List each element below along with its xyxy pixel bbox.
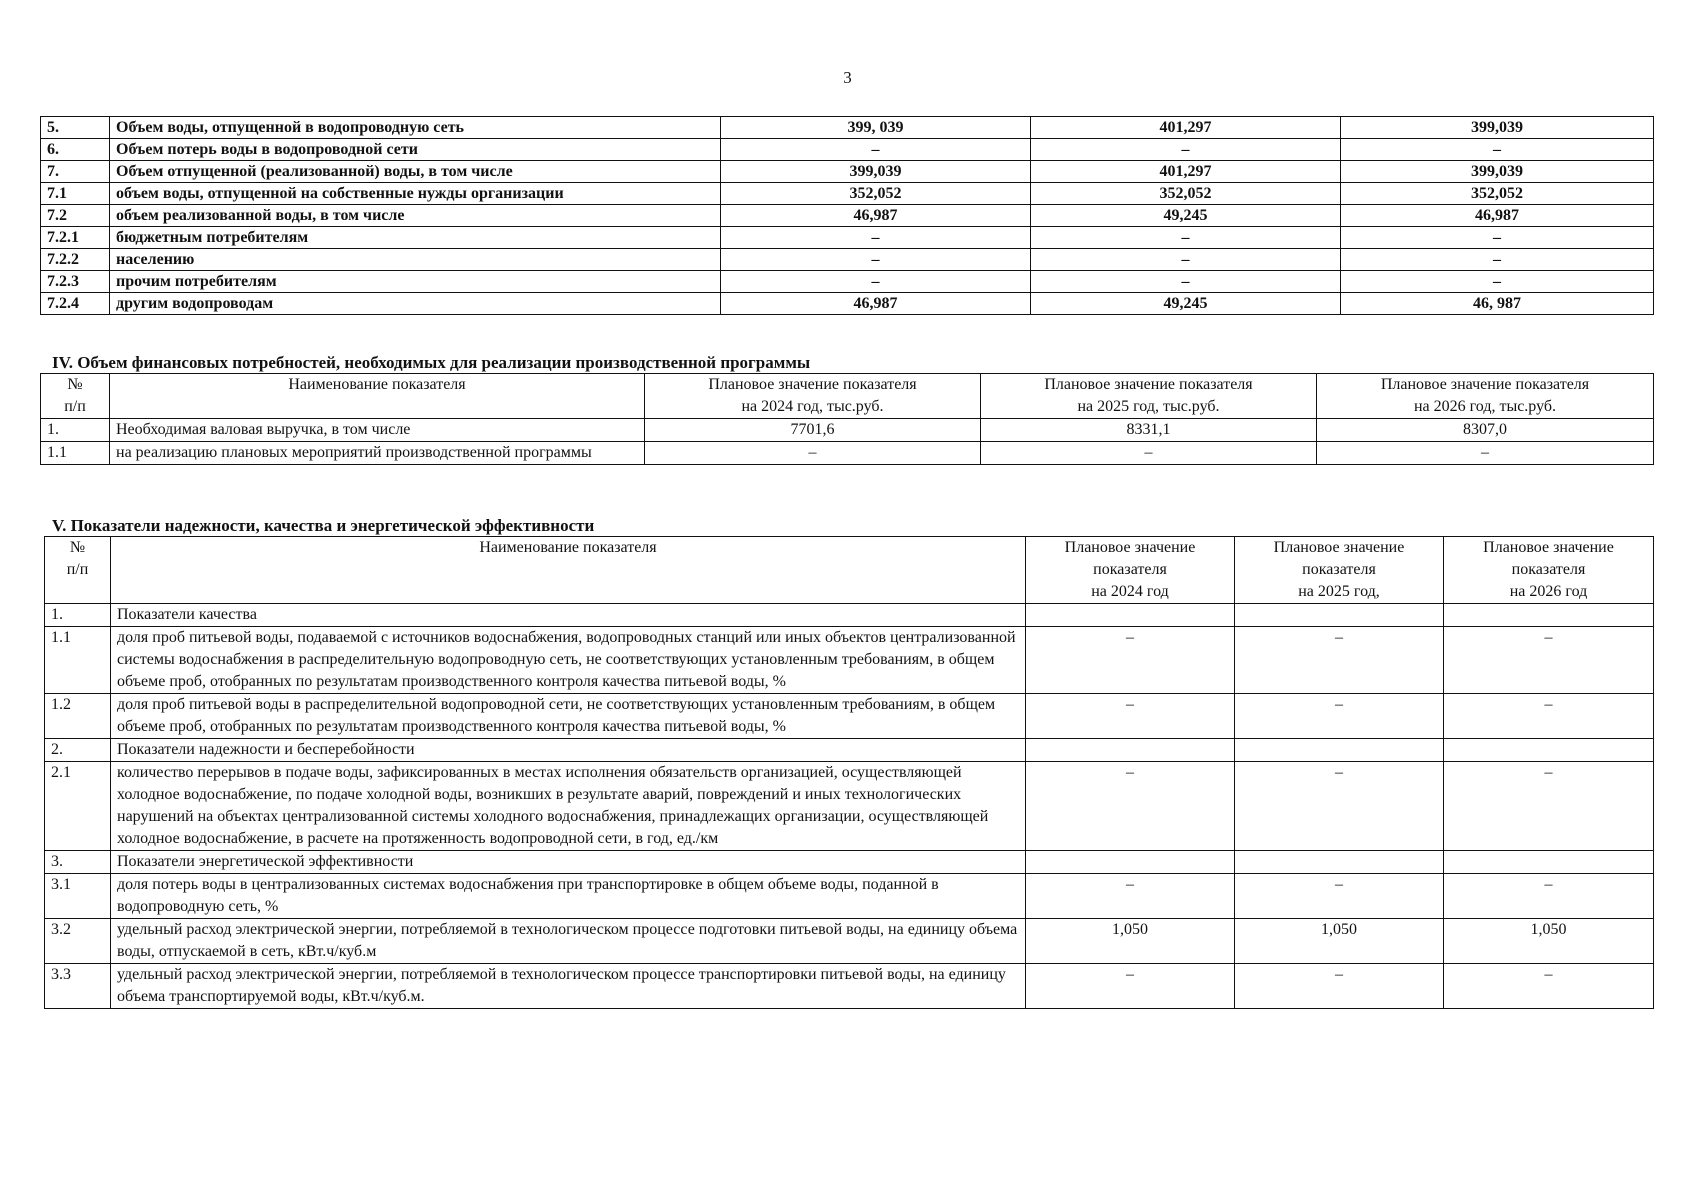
value-2026: 46, 987 — [1341, 293, 1654, 315]
value-2025: 8331,1 — [981, 419, 1317, 442]
value-2026: – — [1444, 694, 1654, 739]
value-2025: 401,297 — [1031, 161, 1341, 183]
table-row — [41, 419, 1654, 442]
value-2025: – — [1031, 227, 1341, 249]
table-row — [45, 851, 1654, 874]
value-2026: – — [1341, 227, 1654, 249]
value-2025: – — [981, 442, 1317, 465]
value-2024: – — [1026, 762, 1235, 851]
row-number: 3.3 — [45, 964, 111, 1009]
row-number: 1.2 — [45, 694, 111, 739]
row-name: объем воды, отпущенной на собственные нужды организации — [110, 183, 721, 205]
value-2024: – — [1026, 694, 1235, 739]
value-2026 — [1444, 739, 1654, 762]
table-row — [41, 117, 1654, 139]
name-header: Наименование показателя — [111, 537, 1026, 604]
value-2025: – — [1031, 249, 1341, 271]
value-2024: – — [721, 271, 1031, 293]
row-number: 1. — [41, 419, 110, 442]
table-row — [41, 271, 1654, 293]
row-name: Объем воды, отпущенной в водопроводную сеть — [110, 117, 721, 139]
value-2025 — [1235, 739, 1444, 762]
table-row — [45, 604, 1654, 627]
row-number: 3.2 — [45, 919, 111, 964]
row-number: 3.1 — [45, 874, 111, 919]
row-name: количество перерывов в подаче воды, зафиксированных в местах исполнения обязательств организацией, осуществляющей холодное водоснабжение, по подаче холодной воды, возникших в результате аварий, повреждений и иных технологических нарушений на объектах централизованной системы холодного водоснабжения, принадлежащих организации, осуществляющей холодное водоснабжение, в расчете на протяженность водопроводной сети, в год, ед./км — [111, 762, 1026, 851]
water-volume-table-body — [41, 117, 1654, 315]
row-name: доля потерь воды в централизованных системах водоснабжения при транспортировке в общем объеме воды, поданной в водопроводную сеть, % — [111, 874, 1026, 919]
name-header: Наименование показателя — [110, 374, 645, 419]
row-name: Показатели энергетической эффективности — [111, 851, 1026, 874]
table-row — [45, 627, 1654, 694]
value-2026: – — [1444, 627, 1654, 694]
num-header: № п/п — [45, 537, 111, 604]
table-row — [41, 139, 1654, 161]
table-row — [41, 183, 1654, 205]
table-row — [45, 762, 1654, 851]
value-2025: – — [1031, 139, 1341, 161]
row-number: 6. — [41, 139, 110, 161]
value-2026: – — [1317, 442, 1654, 465]
value-2025: – — [1235, 694, 1444, 739]
value-2026: – — [1444, 762, 1654, 851]
row-name: объем реализованной воды, в том числе — [110, 205, 721, 227]
reliability-quality-table — [44, 536, 1654, 1009]
value-2024: – — [721, 249, 1031, 271]
table-row — [45, 919, 1654, 964]
plan-2025-header: Плановое значение показателя на 2025 год, тыс.руб. — [981, 374, 1317, 419]
table-row — [41, 293, 1654, 315]
table-row — [41, 249, 1654, 271]
row-name: другим водопроводам — [110, 293, 721, 315]
value-2026: 1,050 — [1444, 919, 1654, 964]
row-number: 1.1 — [45, 627, 111, 694]
value-2025 — [1235, 851, 1444, 874]
row-name: удельный расход электрической энергии, потребляемой в технологическом процессе подготовки питьевой воды, на единицу объема воды, отпускаемой в сеть, кВт.ч/куб.м — [111, 919, 1026, 964]
row-number: 7.2.4 — [41, 293, 110, 315]
row-name: бюджетным потребителям — [110, 227, 721, 249]
value-2026: 8307,0 — [1317, 419, 1654, 442]
value-2024: 46,987 — [721, 205, 1031, 227]
row-number: 2. — [45, 739, 111, 762]
value-2025: – — [1235, 762, 1444, 851]
row-name: Необходимая валовая выручка, в том числе — [110, 419, 645, 442]
value-2024 — [1026, 604, 1235, 627]
row-name: доля проб питьевой воды в распределительной водопроводной сети, не соответствующих установленным требованиям, в общем объеме проб, отобранных по результатам производственного контроля качества питьевой воды, % — [111, 694, 1026, 739]
row-number: 1. — [45, 604, 111, 627]
value-2026 — [1444, 851, 1654, 874]
row-name: удельный расход электрической энергии, потребляемой в технологическом процессе транспортировки питьевой воды, на единицу объема транспортируемой воды, кВт.ч/куб.м. — [111, 964, 1026, 1009]
value-2026: – — [1341, 271, 1654, 293]
value-2024: – — [721, 139, 1031, 161]
value-2026 — [1444, 604, 1654, 627]
section-iv-title: IV. Объем финансовых потребностей, необходимых для реализации производственной программы — [52, 353, 811, 372]
row-number: 7.2.3 — [41, 271, 110, 293]
value-2025: 352,052 — [1031, 183, 1341, 205]
table-row — [45, 874, 1654, 919]
plan-2024-header: Плановое значение показателя на 2024 год, тыс.руб. — [645, 374, 981, 419]
table-row — [45, 694, 1654, 739]
value-2024: 399, 039 — [721, 117, 1031, 139]
value-2025: 49,245 — [1031, 205, 1341, 227]
page-number: 3 — [843, 68, 852, 87]
financial-needs-table — [40, 373, 1654, 465]
value-2025: – — [1235, 627, 1444, 694]
value-2024: – — [1026, 627, 1235, 694]
value-2025: – — [1235, 964, 1444, 1009]
reliability-quality-table-body — [45, 604, 1654, 1009]
plan-2024-header: Плановое значение показателя на 2024 год — [1026, 537, 1235, 604]
table-row — [41, 227, 1654, 249]
value-2026: 399,039 — [1341, 161, 1654, 183]
row-name: доля проб питьевой воды, подаваемой с источников водоснабжения, водопроводных станций или иных объектов централизованной системы водоснабжения в распределительную водопроводную сеть, не соответствующих установленным требованиям, в общем объеме проб, отобранных по результатам производственного контроля качества питьевой воды, % — [111, 627, 1026, 694]
row-number: 7.1 — [41, 183, 110, 205]
row-name: прочим потребителям — [110, 271, 721, 293]
value-2024: 1,050 — [1026, 919, 1235, 964]
plan-2026-header: Плановое значение показателя на 2026 год — [1444, 537, 1654, 604]
row-number: 2.1 — [45, 762, 111, 851]
value-2025: – — [1031, 271, 1341, 293]
value-2024 — [1026, 851, 1235, 874]
value-2024: – — [721, 227, 1031, 249]
value-2025: 401,297 — [1031, 117, 1341, 139]
value-2026: – — [1444, 964, 1654, 1009]
value-2026: 352,052 — [1341, 183, 1654, 205]
plan-2026-header: Плановое значение показателя на 2026 год, тыс.руб. — [1317, 374, 1654, 419]
value-2024: 399,039 — [721, 161, 1031, 183]
row-number: 3. — [45, 851, 111, 874]
value-2024: – — [1026, 964, 1235, 1009]
value-2024: – — [1026, 874, 1235, 919]
row-name: на реализацию плановых мероприятий производственной программы — [110, 442, 645, 465]
row-name: Объем потерь воды в водопроводной сети — [110, 139, 721, 161]
value-2026: – — [1341, 139, 1654, 161]
value-2025: 49,245 — [1031, 293, 1341, 315]
value-2026: – — [1341, 249, 1654, 271]
row-number: 7.2.1 — [41, 227, 110, 249]
value-2026: 46,987 — [1341, 205, 1654, 227]
row-number: 5. — [41, 117, 110, 139]
value-2024: 352,052 — [721, 183, 1031, 205]
value-2026: – — [1444, 874, 1654, 919]
row-name: Объем отпущенной (реализованной) воды, в том числе — [110, 161, 721, 183]
value-2024: 7701,6 — [645, 419, 981, 442]
row-name: населению — [110, 249, 721, 271]
table-row — [41, 442, 1654, 465]
value-2026: 399,039 — [1341, 117, 1654, 139]
row-number: 7.2 — [41, 205, 110, 227]
table-row — [41, 161, 1654, 183]
value-2024 — [1026, 739, 1235, 762]
value-2024: 46,987 — [721, 293, 1031, 315]
plan-2025-header: Плановое значение показателя на 2025 год, — [1235, 537, 1444, 604]
value-2025: – — [1235, 874, 1444, 919]
section-v-title: V. Показатели надежности, качества и энергетической эффективности — [52, 516, 595, 535]
row-number: 7. — [41, 161, 110, 183]
financial-needs-table-body — [41, 419, 1654, 465]
value-2025 — [1235, 604, 1444, 627]
num-header: № п/п — [41, 374, 110, 419]
table-row — [45, 964, 1654, 1009]
row-name: Показатели надежности и бесперебойности — [111, 739, 1026, 762]
row-name: Показатели качества — [111, 604, 1026, 627]
table-row — [41, 205, 1654, 227]
value-2025: 1,050 — [1235, 919, 1444, 964]
row-number: 1.1 — [41, 442, 110, 465]
row-number: 7.2.2 — [41, 249, 110, 271]
table-row — [45, 739, 1654, 762]
value-2024: – — [645, 442, 981, 465]
water-volume-table — [40, 116, 1654, 315]
